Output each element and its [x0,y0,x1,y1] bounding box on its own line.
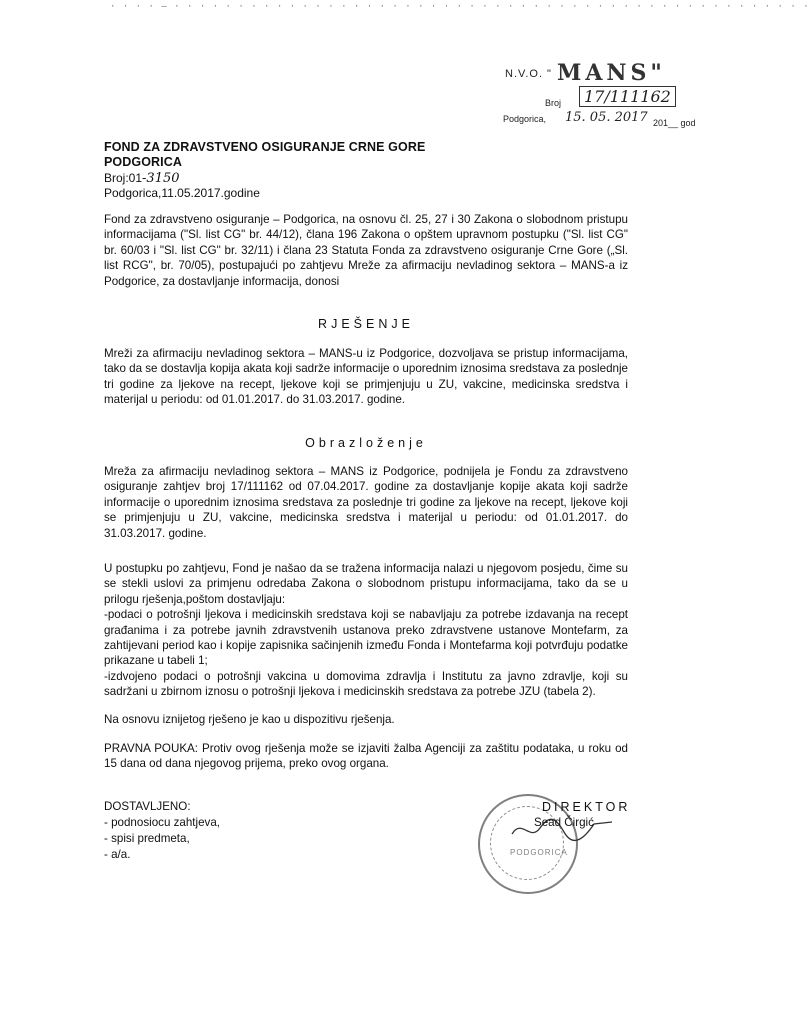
stamp-place-label: Podgorica, [503,114,547,124]
delivery-item: - spisi predmeta, [104,832,190,845]
legal-notice-paragraph: PRAVNA POUKA: Protiv ovog rješenja može se izjaviti žalba Agenciji za zaštitu podataka, u roku od 15 dana od dana njegovog prijema, preko ovog organa. [104,742,628,771]
reference-number-handwritten: -3150 [142,171,180,186]
place-date: Podgorica,11.05.2017.godine [104,186,260,200]
reference-number [104,171,180,186]
reasoning-p2-intro: U postupku po zahtjevu, Fond je našao da se tražena informacija nalazi u njegovom posjedu, čime su se stekli uslovi za primjenu odredaba Zakona o slobodnom pristupu informacijama, tako da se u prilogu rješenja,poštom dostavljaju: [104,562,628,606]
decision-paragraph: Mreži za afirmaciju nevladinog sektora – MANS-u iz Podgorice, dozvoljava se pristup informacijama, tako da se dostavlja kopija akata koji sadrže informacije o uporednim iznosima sredstava za poslednje tri godine za ljekove na recept, ljekove koji se primjenjuju u ZU, vakcine, medicinska sredstva i materijal u periodu: od 01.01.2017. do 31.03.2017. godine. [104,347,628,407]
signatory-title: DIREKTOR [542,800,631,814]
stamp-broj-value: 17/111162 [579,86,676,107]
signatory-name: Sead Čirgić [534,816,594,829]
reasoning-title: Obrazloženje [305,436,427,450]
reasoning-paragraph-1: Mreža za afirmaciju nevladinog sektora – MANS iz Podgorice, podnijela je Fondu za zdravstveno osiguranje zahtjev broj 17/111162 od 07.04.2017. godine za dostavljanje kopije akata koji sadrže informacije o uporednim iznosima sredstava za poslednje tri godine za ljekove na recept, ljekove koji se primjenjuju u ZU, vakcine, medicinska sredstva i materijal u periodu: od 01.01.2017. do 31.03.2017. godine. [104,465,628,540]
reasoning-item-1: -podaci o potrošnji ljekova i medicinskih sredstava koji se nabavljaju za potrebe izdavanja na recept građanima i za potrebe javnih zdravstvenih ustanova preko zdravstvene ustanove Montefarm, za zahtijevani period kao i kopije zapisnika sačinjenih između Fonda i Montefarma koji potvrđuju podatke prikazane u tabeli 1; [104,608,628,668]
issuer-city: PODGORICA [104,155,182,169]
reasoning-item-2: -izdvojeno podaci o potrošnji vakcina u domovima zdravlja i Institutu za javno zdravlje, koji su sadržani u zbirnom iznosu o potrošnji ljekova i medicinskih sredstava za potrebe JZU (tabela 2). [104,669,628,699]
stamp-org-name: MANS" [557,60,666,86]
delivery-title: DOSTAVLJENO: [104,800,191,813]
delivery-item: - podnosiocu zahtjeva, [104,816,221,829]
stamp-year-suffix: 201__ god [653,118,696,128]
delivery-item: - a/a. [104,848,131,861]
stamp-broj-label: Broj [545,98,562,108]
scan-artifact-marks: · · · · — · · · · · · · · · · · · · · · · · · · · · · · · · · · · · · · · · · · · · · · · · · · · · · · · · · [110,2,810,12]
intro-paragraph: Fond za zdravstveno osiguranje – Podgorica, na osnovu čl. 25, 27 i 30 Zakona o slobodnom pristupu informacijama ("Sl. list CG" br. 44/12), člana 196 Zakona o opštem upravnom postupku ("Sl. list CG" br. 60/03 i "Sl. list CG" br. 32/11) i člana 23 Statuta Fonda za zdravstveno osiguranje Crne Gore („Sl. list RCG", br. 70/05), postupajući po zahtjevu Mreže za afirmaciju nevladinog sektora – MANS-a iz Podgorice, za dostavljanje informacija, donosi [104,213,628,288]
signature-block [478,784,658,894]
decision-title: RJEŠENJE [318,317,414,331]
reference-number-label: Broj:01 [104,171,143,185]
issuer-name: FOND ZA ZDRAVSTVENO OSIGURANJE CRNE GORE [104,140,426,154]
receipt-stamp [505,62,705,138]
seal-inner-text: PODGORICA [510,848,568,857]
reasoning-paragraph-2 [104,561,628,700]
conclusion-paragraph: Na osnovu iznijetog rješeno je kao u dispozitivu rješenja. [104,713,395,726]
stamp-date-value: 15. 05. 2017 [565,110,648,125]
stamp-org-prefix: N.V.O. " [505,68,552,80]
